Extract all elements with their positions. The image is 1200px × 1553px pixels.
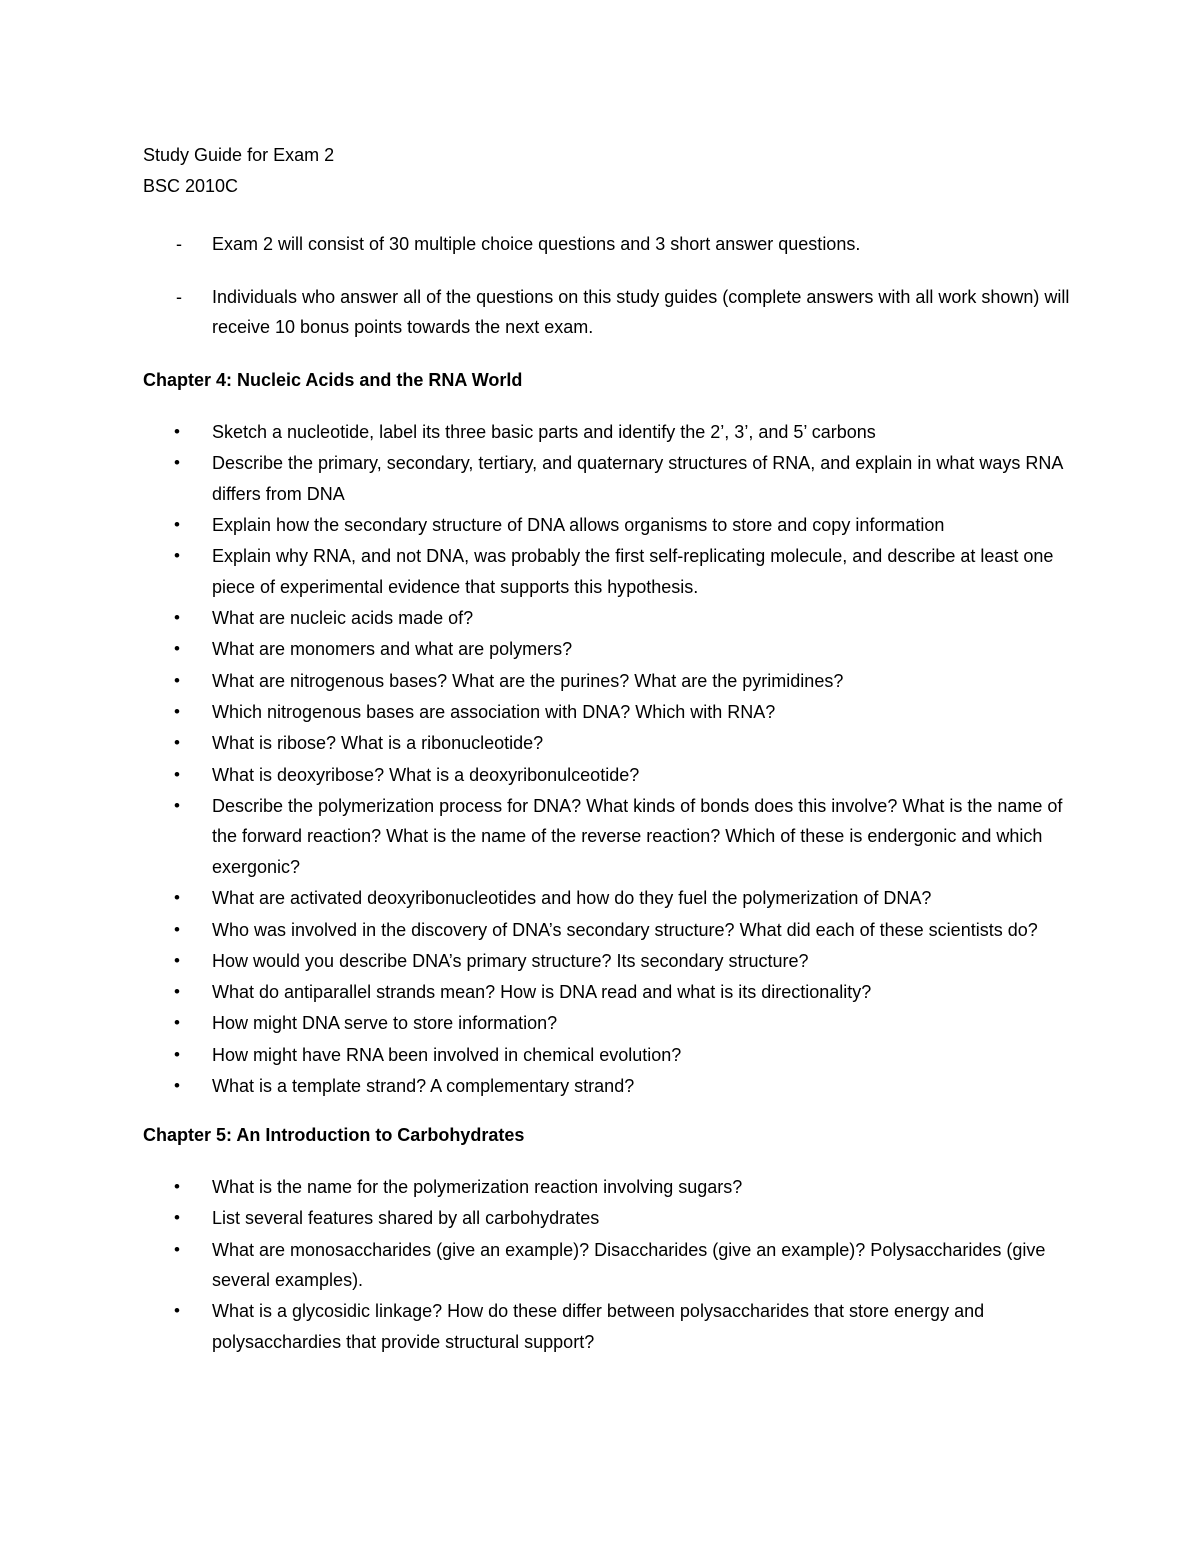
- question-item: [143, 1203, 1073, 1234]
- question-text: Explain how the secondary structure of DNA allows organisms to store and copy information: [212, 515, 945, 536]
- bullet-icon: •: [174, 733, 180, 753]
- chapter-section: [143, 1120, 1073, 1358]
- bullet-icon: •: [174, 453, 180, 473]
- question-text: What is a template strand? A complementary strand?: [212, 1076, 635, 1097]
- question-item: [143, 666, 1073, 697]
- question-text: What is ribose? What is a ribonucleotide?: [212, 733, 544, 754]
- exam-notes-list: [143, 229, 1073, 343]
- course-code: BSC 2010C: [143, 175, 239, 196]
- dash-marker: -: [176, 234, 182, 254]
- question-item: [143, 448, 1073, 509]
- bullet-icon: •: [174, 1239, 180, 1259]
- bullet-icon: •: [174, 1208, 180, 1228]
- question-text: What are nitrogenous bases? What are the purines? What are the pyrimidines?: [212, 670, 844, 691]
- bullet-icon: •: [174, 639, 180, 659]
- bullet-icon: •: [174, 1177, 180, 1197]
- chapter-section: [143, 365, 1073, 1102]
- bullet-icon: •: [174, 982, 180, 1002]
- bullet-icon: •: [174, 950, 180, 970]
- question-text: Who was involved in the discovery of DNA’s secondary structure? What did each of these scientists do?: [212, 919, 1038, 940]
- question-item: [143, 1071, 1073, 1102]
- bullet-icon: •: [174, 888, 180, 908]
- question-item: [143, 541, 1073, 602]
- question-item: [143, 697, 1073, 728]
- bullet-icon: •: [174, 1044, 180, 1064]
- question-text: Explain why RNA, and not DNA, was probably the first self-replicating molecule, and describe at least one piece of experimental evidence that supports this hypothesis.: [212, 546, 1054, 597]
- question-text: List several features shared by all carbohydrates: [212, 1208, 600, 1229]
- exam-note: [143, 229, 1073, 260]
- question-item: [143, 1172, 1073, 1203]
- question-item: [143, 1008, 1073, 1039]
- question-item: [143, 728, 1073, 759]
- bullet-icon: •: [174, 764, 180, 784]
- exam-note-text: Exam 2 will consist of 30 multiple choice questions and 3 short answer questions.: [212, 234, 861, 254]
- exam-note: [143, 282, 1073, 343]
- question-item: [143, 510, 1073, 541]
- question-item: [143, 915, 1073, 946]
- question-item: [143, 977, 1073, 1008]
- question-text: What are nucleic acids made of?: [212, 608, 474, 629]
- question-text: Which nitrogenous bases are association with DNA? Which with RNA?: [212, 702, 776, 723]
- bullet-icon: •: [174, 1301, 180, 1321]
- question-text: Describe the polymerization process for DNA? What kinds of bonds does this involve? What is the name of the forward reaction? What is the name of the reverse reaction? Which of these is endergonic and which exergonic?: [212, 795, 1063, 877]
- question-text: Describe the primary, secondary, tertiary, and quaternary structures of RNA, and explain in what ways RNA differs from DNA: [212, 453, 1063, 504]
- question-list: [143, 417, 1073, 1102]
- bullet-icon: •: [174, 608, 180, 628]
- bullet-icon: •: [174, 546, 180, 566]
- bullet-icon: •: [174, 515, 180, 535]
- bullet-icon: •: [174, 1076, 180, 1096]
- chapter-title: Chapter 4: Nucleic Acids and the RNA World: [143, 369, 523, 390]
- bullet-icon: •: [174, 919, 180, 939]
- question-text: What is a glycosidic linkage? How do these differ between polysaccharides that store energy and polysacchardies that provide structural support?: [212, 1301, 985, 1352]
- question-item: [143, 634, 1073, 665]
- question-item: [143, 1296, 1073, 1357]
- dash-marker: -: [176, 286, 182, 307]
- question-text: What is deoxyribose? What is a deoxyribonulceotide?: [212, 764, 640, 785]
- document-body: [143, 140, 1073, 1375]
- question-item: [143, 946, 1073, 977]
- question-text: How might have RNA been involved in chemical evolution?: [212, 1044, 682, 1065]
- question-item: [143, 791, 1073, 883]
- bullet-icon: •: [174, 702, 180, 722]
- question-text: What are activated deoxyribonucleotides and how do they fuel the polymerization of DNA?: [212, 888, 932, 909]
- chapter-title: Chapter 5: An Introduction to Carbohydrates: [143, 1124, 525, 1145]
- question-item: [143, 883, 1073, 914]
- question-item: [143, 1040, 1073, 1071]
- exam-note-text: Individuals who answer all of the questions on this study guides (complete answers with all work shown) will receive 10 bonus points towards the next exam.: [212, 286, 1070, 337]
- question-text: What is the name for the polymerization reaction involving sugars?: [212, 1177, 743, 1198]
- question-text: Sketch a nucleotide, label its three basic parts and identify the 2’, 3’, and 5’ carbons: [212, 422, 876, 442]
- bullet-icon: •: [174, 1013, 180, 1033]
- question-text: What are monomers and what are polymers?: [212, 639, 573, 660]
- question-list: [143, 1172, 1073, 1357]
- bullet-icon: •: [174, 795, 180, 815]
- question-text: How would you describe DNA’s primary structure? Its secondary structure?: [212, 950, 809, 971]
- question-text: How might DNA serve to store information?: [212, 1013, 558, 1034]
- question-item: [143, 1235, 1073, 1296]
- bullet-icon: •: [174, 670, 180, 690]
- question-text: What are monosaccharides (give an example)? Disaccharides (give an example)? Polysaccharides (give several examples).: [212, 1239, 1046, 1291]
- question-text: What do antiparallel strands mean? How is DNA read and what is its directionality?: [212, 982, 872, 1003]
- bullet-icon: •: [174, 422, 180, 441]
- question-item: [143, 603, 1073, 634]
- question-item: [143, 760, 1073, 791]
- document-title: Study Guide for Exam 2: [143, 145, 335, 165]
- question-item: [143, 417, 1073, 448]
